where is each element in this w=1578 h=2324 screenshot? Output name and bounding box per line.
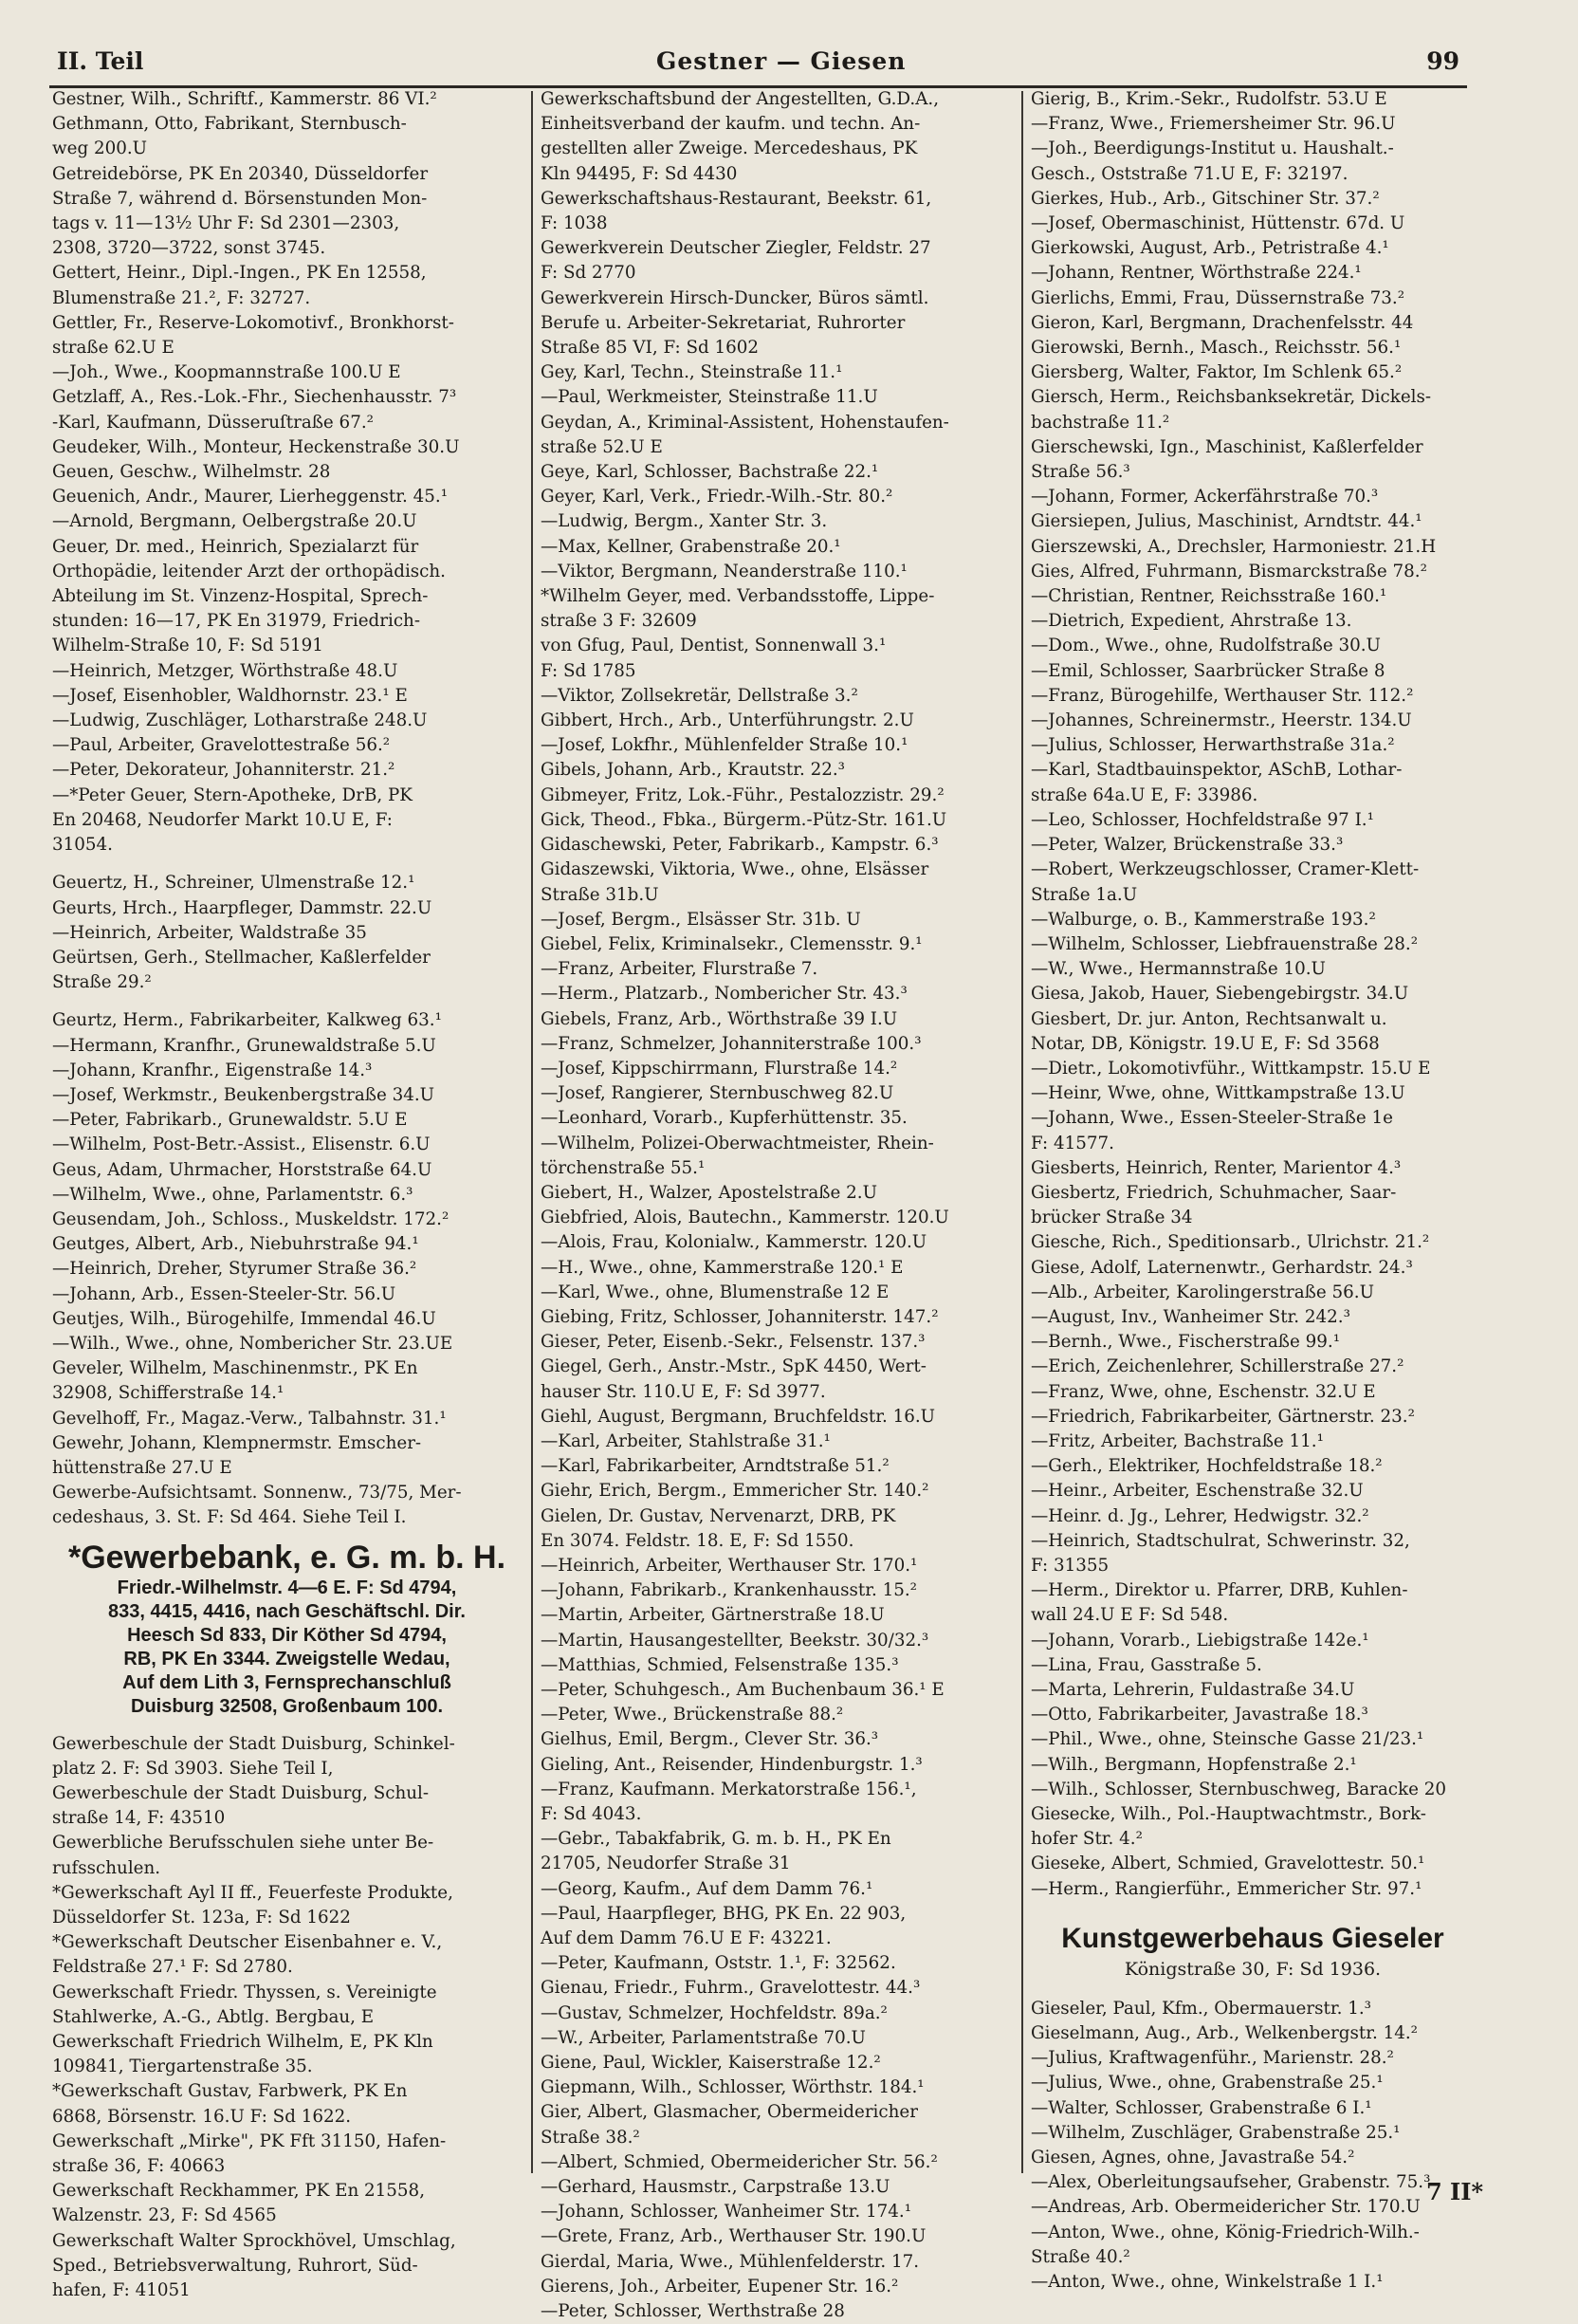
directory-entry: Giesa, Jakob, Hauer, Siebengebirgstr. 34.U <box>1031 984 1409 1005</box>
page-number: 99 <box>1426 47 1459 75</box>
directory-entry: —Heinr. d. Jg., Lehrer, Hedwigstr. 32.² <box>1031 1505 1369 1526</box>
directory-entry: Giesberts, Heinrich, Renter, Marientor 4.³ <box>1031 1157 1402 1178</box>
directory-entry: —Wilhelm, Schlosser, Liebfrauenstraße 28.² <box>1031 933 1419 954</box>
directory-entry: Giegel, Gerh., Anstr.-Mstr., SpK 4450, Wert- hauser Str. 110.U E, F: Sd 3977. <box>541 1356 927 1402</box>
directory-entry: —W., Arbeiter, Parlamentstraße 70.U <box>541 2027 866 2048</box>
spacer <box>52 995 522 1008</box>
directory-entry: —Johann, Schlosser, Wanheimer Str. 174.¹ <box>541 2202 912 2223</box>
directory-entry: —Anton, Wwe., ohne, Winkelstraße 1 I.¹ <box>1031 2272 1384 2293</box>
directory-entry: —Heinrich, Arbeiter, Werthauser Str. 170.¹ <box>541 1555 918 1576</box>
directory-entry: Gibmeyer, Fritz, Lok.-Führ., Pestalozzistr. 29.² <box>541 784 945 805</box>
entry-list <box>1031 1997 1475 2295</box>
directory-entry: Geurts, Hrch., Haarpfleger, Dammstr. 22.U <box>52 897 432 918</box>
directory-entry: —Ludwig, Bergm., Xanter Str. 3. <box>541 511 828 532</box>
directory-entry: —Leo, Schlosser, Hochfeldstraße 97 I.¹ <box>1031 809 1374 830</box>
advert-address: Königstraße 30, F: Sd 1936. <box>1124 1958 1382 1980</box>
directory-entry: Geus, Adam, Uhrmacher, Horststraße 64.U <box>52 1159 432 1180</box>
directory-entry: Gieselmann, Aug., Arb., Welkenbergstr. 14.² <box>1031 2023 1418 2044</box>
directory-entry: Gewerbeschule der Stadt Duisburg, Schul- straße 14, F: 43510 <box>52 1782 430 1829</box>
directory-entry: —Gerhard, Hausmstr., Carpstraße 13.U <box>541 2177 890 2198</box>
section-label: II. Teil <box>57 47 144 75</box>
directory-entry: Gierowski, Bernh., Masch., Reichsstr. 56.¹ <box>1031 338 1402 359</box>
advert-details: Friedr.-Wilhelmstr. 4—6 E. F: Sd 4794, 833, 4415, 4416, nach Geschäftschl. Dir. Heesch Sd 833, Dir Köther Sd 4794, RB, PK En 3344. Zweigstelle Wedau, Auf dem Lith 3, Fernsprechanschluß Duisburg 32508, Großenbaum 100. <box>108 1577 466 1717</box>
directory-entry: —Peter, Fabrikarb., Grunewaldstr. 5.U E <box>52 1110 408 1131</box>
directory-entry: —Franz, Kaufmann. Merkatorstraße 156.¹, F: Sd 4043. <box>541 1779 917 1825</box>
directory-entry: —Erich, Zeichenlehrer, Schillerstraße 27.² <box>1031 1356 1404 1377</box>
directory-entry: —Franz, Arbeiter, Flurstraße 7. <box>541 959 818 980</box>
directory-entry: Gibels, Johann, Arb., Krautstr. 22.³ <box>541 760 845 781</box>
directory-entry: —Walter, Schlosser, Grabenstraße 6 I.¹ <box>1031 2097 1372 2118</box>
directory-entry: Geye, Karl, Schlosser, Bachstraße 22.¹ <box>541 462 879 483</box>
directory-entry: —Josef, Rangierer, Sternbuschweg 82.U <box>541 1083 894 1104</box>
directory-entry: Geydan, A., Kriminal-Assistent, Hohenstaufen- straße 52.U E <box>541 412 949 457</box>
column-divider <box>1021 91 1023 2173</box>
directory-entry: —Marta, Lehrerin, Fuldastraße 34.U <box>1031 1680 1355 1700</box>
directory-entry: Gierschewski, Ign., Maschinist, Kaßlerfelder Straße 56.³ <box>1031 436 1423 483</box>
entry-list <box>52 1732 522 2304</box>
column-divider <box>531 91 533 2173</box>
column-3 <box>1031 87 1475 2295</box>
directory-entry: Gewerkschaft Walter Sprockhövel, Umschlag, Sped., Betriebsverwaltung, Ruhrort, Süd- hafen, F: 41051 <box>52 2230 456 2301</box>
directory-entry: Gieseler, Paul, Kfm., Obermauerstr. 1.³ <box>1031 1998 1371 2019</box>
directory-entry: Gewerkverein Deutscher Ziegler, Feldstr. 27 F: Sd 2770 <box>541 238 931 284</box>
directory-entry: —Johann, Vorarb., Liebigstraße 142e.¹ <box>1031 1630 1369 1651</box>
directory-entry: —Herm., Direktor u. Pfarrer, DRB, Kuhlen- wall 24.U E F: Sd 548. <box>1031 1580 1408 1626</box>
directory-entry: Geyer, Karl, Verk., Friedr.-Wilh.-Str. 80.² <box>541 487 893 507</box>
directory-entry: Gettler, Fr., Reserve-Lokomotivf., Bronkhorst- straße 62.U E <box>52 312 454 359</box>
column-2 <box>541 87 1010 2324</box>
directory-entry: —Christian, Rentner, Reichsstraße 160.¹ <box>1031 586 1387 607</box>
directory-entry: Gewerbeschule der Stadt Duisburg, Schinkel- platz 2. F: Sd 3903. Siehe Teil I, <box>52 1733 455 1779</box>
entry-list <box>541 87 1010 2324</box>
directory-entry: Giene, Paul, Wickler, Kaiserstraße 12.² <box>541 2053 881 2074</box>
directory-entry: Geutges, Albert, Arb., Niebuhrstraße 94.¹ <box>52 1234 419 1255</box>
directory-entry: —Peter, Kaufmann, Oststr. 1.¹, F: 32562. <box>541 1953 896 1974</box>
directory-entry: —Heinrich, Stadtschulrat, Schwerinstr. 32, F: 31355 <box>1031 1530 1410 1576</box>
directory-entry: Gidaschewski, Peter, Fabrikarb., Kampstr. 6.³ <box>541 835 939 856</box>
directory-entry: Gewerkschaft Friedrich Wilhelm, E, PK Kln 109841, Tiergartenstraße 35. <box>52 2032 433 2077</box>
directory-entry: —Gustav, Schmelzer, Hochfeldstr. 89a.² <box>541 2002 888 2023</box>
directory-entry: Giersch, Herm., Reichsbanksekretär, Dickels- bachstraße 11.² <box>1031 387 1432 433</box>
page-header <box>49 42 1467 88</box>
directory-entry: Geveler, Wilhelm, Maschinenmstr., PK En 32908, Schifferstraße 14.¹ <box>52 1358 418 1404</box>
gewerbebank-advert <box>52 1531 522 1732</box>
directory-entry: —Julius, Schlosser, Herwarthstraße 31a.² <box>1031 735 1395 756</box>
directory-entry: —Heinrich, Arbeiter, Waldstraße 35 <box>52 922 367 943</box>
directory-entry: Geuertz, H., Schreiner, Ulmenstraße 12.¹ <box>52 873 415 894</box>
directory-entry: —Max, Kellner, Grabenstraße 20.¹ <box>541 536 841 557</box>
directory-entry: —Leonhard, Vorarb., Kupferhüttenstr. 35. <box>541 1108 908 1129</box>
directory-entry: Gieseke, Albert, Schmied, Gravelottestr. 50.¹ <box>1031 1854 1425 1874</box>
entry-list <box>52 87 522 1531</box>
directory-entry: Gierig, B., Krim.-Sekr., Rudolfstr. 53.U E <box>1031 89 1387 109</box>
advert-title: *Gewerbebank, e. G. m. b. H. <box>67 1539 506 1576</box>
directory-entry: Gewerbliche Berufsschulen siehe unter Be- rufsschulen. <box>52 1833 434 1878</box>
name-range: Gestner — Giesen <box>656 47 907 75</box>
directory-entry: —Herm., Rangierführ., Emmericher Str. 97.¹ <box>1031 1878 1422 1899</box>
directory-entry: —Alois, Frau, Kolonialw., Kammerstr. 120.U <box>541 1232 927 1253</box>
directory-entry: Gewerkverein Hirsch-Duncker, Büros sämtl. Berufe u. Arbeiter-Sekretariat, Ruhrorter Straße 85 VI, F: Sd 1602 <box>541 287 929 359</box>
directory-entry: —Phil., Wwe., ohne, Steinsche Gasse 21/23.¹ <box>1031 1729 1424 1750</box>
directory-entry: Giebels, Franz, Arb., Wörthstraße 39 I.U <box>541 1008 898 1029</box>
directory-entry: —Wilhelm, Zuschläger, Grabenstraße 25.¹ <box>1031 2122 1401 2143</box>
directory-entry: *Gewerkschaft Deutscher Eisenbahner e. V., Feldstraße 27.¹ F: Sd 2780. <box>52 1932 443 1978</box>
directory-entry: —Peter, Schuhgesch., Am Buchenbaum 36.¹ E <box>541 1680 945 1700</box>
directory-entry: Gieron, Karl, Bergmann, Drachenfelsstr. 44 <box>1031 312 1414 333</box>
directory-entry: Gieling, Ant., Reisender, Hindenburgstr. 1.³ <box>541 1754 923 1775</box>
directory-entry: —Johann, Rentner, Wörthstraße 224.¹ <box>1031 263 1362 284</box>
advert-title: Kunstgewerbehaus Gieseler <box>1061 1922 1444 1954</box>
directory-entry: —Karl, Arbeiter, Stahlstraße 31.¹ <box>541 1430 831 1451</box>
directory-entry: Giebing, Fritz, Schlosser, Johanniterstr. 147.² <box>541 1306 939 1327</box>
directory-entry: Geudeker, Wilh., Monteur, Heckenstraße 30.U <box>52 436 460 457</box>
directory-entry: Gewehr, Johann, Klempnermstr. Emscher- hüttenstraße 27.U E <box>52 1432 422 1478</box>
directory-entry: —*Peter Geuer, Stern-Apotheke, DrB, PK En 20468, Neudorfer Markt 10.U E, F: 31054. <box>52 784 413 856</box>
directory-entry: Giesbert, Dr. jur. Anton, Rechtsanwalt u. Notar, DB, Königstr. 19.U E, F: Sd 3568 <box>1031 1008 1387 1054</box>
directory-entry: —Gerh., Elektriker, Hochfeldstraße 18.² <box>1031 1456 1383 1477</box>
directory-entry: —Joh., Beerdigungs-Institut u. Haushalt.- Gesch., Oststraße 71.U E, F: 32197. <box>1031 138 1394 184</box>
directory-entry: —Wilh., Schlosser, Sternbuschweg, Baracke 20 <box>1031 1779 1447 1799</box>
directory-entry: —Franz, Wwe, ohne, Eschenstr. 32.U E <box>1031 1381 1376 1402</box>
directory-entry: —Wilhelm, Wwe., ohne, Parlamentstr. 6.³ <box>52 1184 413 1205</box>
directory-entry: Gethmann, Otto, Fabrikant, Sternbusch- weg 200.U <box>52 114 407 159</box>
directory-entry: —Franz, Bürogehilfe, Werthauser Str. 112.² <box>1031 685 1414 706</box>
directory-entry: —Josef, Obermaschinist, Hüttenstr. 67d. U <box>1031 213 1405 234</box>
directory-entry: Geutjes, Wilh., Bürogehilfe, Immendal 46.U <box>52 1308 436 1329</box>
directory-entry: —Anton, Wwe., ohne, König-Friedrich-Wilh.- Straße 40.² <box>1031 2222 1420 2267</box>
directory-entry: Giesche, Rich., Speditionsarb., Ulrichstr. 21.² <box>1031 1232 1430 1253</box>
directory-entry: —W., Wwe., Hermannstraße 10.U <box>1031 959 1326 980</box>
directory-entry: —Dietrich, Expedient, Ahrstraße 13. <box>1031 611 1352 632</box>
directory-entry: Geusendam, Joh., Schloss., Muskeldstr. 172.² <box>52 1208 450 1229</box>
directory-entry: —Arnold, Bergmann, Oelbergstraße 20.U <box>52 511 417 532</box>
directory-entry: —Joh., Wwe., Koopmannstraße 100.U E <box>52 362 401 383</box>
directory-entry: —Martin, Arbeiter, Gärtnerstraße 18.U <box>541 1605 885 1626</box>
directory-entry: Gienau, Friedr., Fuhrm., Gravelottestr. 44.³ <box>541 1978 921 1999</box>
directory-entry: —Herm., Platzarb., Nombericher Str. 43.³ <box>541 984 908 1005</box>
directory-entry: —Heinrich, Metzger, Wörthstraße 48.U <box>52 660 398 681</box>
directory-entry: —Otto, Fabrikarbeiter, Javastraße 18.³ <box>1031 1705 1368 1725</box>
directory-entry: —Alb., Arbeiter, Karolingerstraße 56.U <box>1031 1282 1375 1302</box>
directory-entry: —Friedrich, Fabrikarbeiter, Gärtnerstr. 23.² <box>1031 1406 1415 1427</box>
directory-entry: Gey, Karl, Techn., Steinstraße 11.¹ <box>541 362 843 383</box>
directory-entry: —Franz, Wwe., Friemersheimer Str. 96.U <box>1031 114 1396 135</box>
directory-entry: Gielhus, Emil, Bergm., Clever Str. 36.³ <box>541 1729 879 1750</box>
directory-entry: —Heinr, Wwe, ohne, Wittkampstraße 13.U <box>1031 1083 1405 1104</box>
directory-entry: —Paul, Werkmeister, Steinstraße 11.U <box>541 387 878 408</box>
directory-entry: Gielen, Dr. Gustav, Nervenarzt, DRB, PK En 3074. Feldstr. 18. E, F: Sd 1550. <box>541 1505 896 1551</box>
directory-entry: —Karl, Wwe., ohne, Blumenstraße 12 E <box>541 1282 890 1302</box>
directory-entry: Gewerkschaft Friedr. Thyssen, s. Vereinigte Stahlwerke, A.-G., Abtlg. Bergbau, E <box>52 1982 437 2027</box>
directory-entry: —Paul, Arbeiter, Gravelottestraße 56.² <box>52 735 391 756</box>
directory-entry: —Paul, Haarpfleger, BHG, PK En. 22 903, Auf dem Damm 76.U E F: 43221. <box>541 1903 907 1949</box>
directory-entry: —Fritz, Arbeiter, Bachstraße 11.¹ <box>1031 1430 1324 1451</box>
directory-entry: —Wilhelm, Polizei-Oberwachtmeister, Rhein- törchenstraße 55.¹ <box>541 1133 934 1178</box>
directory-entry: —Karl, Fabrikarbeiter, Arndtstraße 51.² <box>541 1456 890 1477</box>
directory-entry: —Wilh., Bergmann, Hopfenstraße 2.¹ <box>1031 1754 1357 1775</box>
directory-entry: —Viktor, Zollsekretär, Dellstraße 3.² <box>541 685 858 706</box>
directory-entry: Gierszewski, A., Drechsler, Harmoniestr. 21.H <box>1031 536 1437 557</box>
directory-entry: Gewerkschaft „Mirke", PK Fft 31150, Hafen- straße 36, F: 40663 <box>52 2130 447 2177</box>
directory-entry: —Johann, Former, Ackerfährstraße 70.³ <box>1031 487 1379 507</box>
directory-entry: —Peter, Wwe., Brückenstraße 88.² <box>541 1705 844 1725</box>
directory-entry: Giesecke, Wilh., Pol.-Hauptwachtmstr., Bork- hofer Str. 4.² <box>1031 1804 1426 1850</box>
directory-entry: Getzlaff, A., Res.-Lok.-Fhr., Siechenhausstr. 7³ <box>52 387 457 408</box>
directory-entry: —August, Inv., Wanheimer Str. 242.³ <box>1031 1306 1350 1327</box>
directory-entry: *Wilhelm Geyer, med. Verbandsstoffe, Lippe- straße 3 F: 32609 <box>541 586 935 632</box>
directory-entry: Giebert, H., Walzer, Apostelstraße 2.U <box>541 1182 877 1203</box>
directory-entry: Gestner, Wilh., Schriftf., Kammerstr. 86 VI.² <box>52 89 437 109</box>
directory-entry: —Viktor, Bergmann, Neanderstraße 110.¹ <box>541 561 908 581</box>
directory-entry: *Gewerkschaft Gustav, Farbwerk, PK En 6868, Börsenstr. 16.U F: Sd 1622. <box>52 2081 408 2127</box>
directory-entry: —Dom., Wwe., ohne, Rudolfstraße 30.U <box>1031 636 1381 656</box>
directory-entry: Gieser, Peter, Eisenb.-Sekr., Felsenstr. 137.³ <box>541 1332 926 1353</box>
directory-entry: —Julius, Kraftwagenführ., Marienstr. 28.² <box>1031 2048 1394 2069</box>
directory-entry: —H., Wwe., ohne, Kammerstraße 120.¹ E <box>541 1257 904 1278</box>
directory-entry: —Matthias, Schmied, Felsenstraße 135.³ <box>541 1654 899 1675</box>
spacer <box>52 858 522 871</box>
directory-entry: —Karl, Stadtbauinspektor, ASchB, Lothar- straße 64a.U E, F: 33986. <box>1031 760 1403 805</box>
directory-entry: Giesbertz, Friedrich, Schuhmacher, Saar- brücker Straße 34 <box>1031 1182 1397 1228</box>
directory-entry: —Grete, Franz, Arb., Werthauser Str. 190.U <box>541 2226 927 2247</box>
directory-entry: Giehr, Erich, Bergm., Emmericher Str. 140.² <box>541 1481 929 1502</box>
directory-entry: *Gewerkschaft Ayl II ff., Feuerfeste Produkte, Düsseldorfer St. 123a, F: Sd 1622 <box>52 1882 453 1927</box>
directory-entry: von Gfug, Paul, Dentist, Sonnenwall 3.¹ F: Sd 1785 <box>541 636 887 681</box>
directory-entry: —Josef, Werkmstr., Beukenbergstraße 34.U <box>52 1084 435 1105</box>
directory-entry: Gewerbe-Aufsichtsamt. Sonnenw., 73/75, Mer- cedeshaus, 3. St. F: Sd 464. Siehe Teil I. <box>52 1483 462 1528</box>
directory-entry: —Georg, Kaufm., Auf dem Damm 76.¹ <box>541 1878 873 1899</box>
directory-entry: Gier, Albert, Glasmacher, Obermeidericher Straße 38.² <box>541 2102 918 2148</box>
directory-entry: Geuer, Dr. med., Heinrich, Spezialarzt für Orthopädie, leitender Arzt der orthopädisch. Abteilung im St. Vinzenz-Hospital, Sprech- stunden: 16—17, PK En 31979, Friedrich- Wilhelm-Straße 10, F: Sd 5191 <box>52 536 446 656</box>
directory-entry: —Josef, Eisenhobler, Waldhornstr. 23.¹ E <box>52 685 408 706</box>
directory-entry: —Ludwig, Zuschläger, Lotharstraße 248.U <box>52 710 428 731</box>
directory-entry: —Johann, Fabrikarb., Krankenhausstr. 15.² <box>541 1580 917 1601</box>
directory-entry: —Robert, Werkzeugschlosser, Cramer-Klett- Straße 1a.U <box>1031 859 1420 905</box>
directory-entry: Giesen, Agnes, ohne, Javastraße 54.² <box>1031 2148 1355 2168</box>
directory-entry: Geurtz, Herm., Fabrikarbeiter, Kalkweg 63.¹ <box>52 1010 442 1031</box>
directory-entry: —Peter, Schlosser, Werthstraße 28 <box>541 2301 845 2322</box>
directory-entry: Giebfried, Alois, Bautechn., Kammerstr. 120.U <box>541 1208 949 1228</box>
directory-entry: Gies, Alfred, Fuhrmann, Bismarckstraße 78.² <box>1031 561 1427 581</box>
directory-entry: —Josef, Bergm., Elsässer Str. 31b. U <box>541 909 861 930</box>
directory-entry: Gierens, Joh., Arbeiter, Eupener Str. 16.² <box>541 2276 899 2296</box>
directory-entry: Gierlichs, Emmi, Frau, Düssernstraße 73.² <box>1031 287 1405 308</box>
directory-entry: —Albert, Schmied, Obermeidericher Str. 56.² <box>541 2151 938 2172</box>
directory-entry: Geürtsen, Gerh., Stellmacher, Kaßlerfelder Straße 29.² <box>52 947 431 993</box>
directory-entry: Getreidebörse, PK En 20340, Düsseldorfer Straße 7, während d. Börsenstunden Mon- tags v. 11—13½ Uhr F: Sd 2301—2303, 2308, 3720—3722, sonst 3745. <box>52 163 429 259</box>
directory-entry: Geuen, Geschw., Wilhelmstr. 28 <box>52 462 331 483</box>
directory-entry: Gevelhoff, Fr., Magaz.-Verw., Talbahnstr. 31.¹ <box>52 1408 447 1429</box>
directory-entry: Gidaszewski, Viktoria, Wwe., ohne, Elsässer Straße 31b.U <box>541 859 929 905</box>
directory-entry: —Alex, Oberleitungsaufseher, Grabenstr. 75.³ <box>1031 2172 1431 2193</box>
entry-list <box>1031 87 1475 1902</box>
directory-entry: —Walburge, o. B., Kammerstraße 193.² <box>1031 909 1376 930</box>
directory-entry: —Emil, Schlosser, Saarbrücker Straße 8 <box>1031 660 1385 681</box>
directory-entry: Gierdal, Maria, Wwe., Mühlenfelderstr. 17. <box>541 2251 920 2272</box>
kunstgewerbehaus-advert <box>1031 1902 1475 1997</box>
directory-entry: Gewerkschaftsbund der Angestellten, G.D.A., Einheitsverband der kaufm. und techn. An- gestellten aller Zweige. Mercedeshaus, PK Kln 94495, F: Sd 4430 <box>541 89 940 184</box>
directory-entry: Giepmann, Wilh., Schlosser, Wörthstr. 184.¹ <box>541 2077 925 2098</box>
directory-entry: —Wilh., Wwe., ohne, Nombericher Str. 23.UE <box>52 1333 453 1354</box>
directory-entry: —Johann, Kranfhr., Eigenstraße 14.³ <box>52 1060 373 1080</box>
directory-entry: —Heinr., Arbeiter, Eschenstraße 32.U <box>1031 1481 1364 1502</box>
directory-entry: Giersiepen, Julius, Maschinist, Arndtstr. 44.¹ <box>1031 511 1422 532</box>
directory-entry: —Hermann, Kranfhr., Grunewaldstraße 5.U <box>52 1035 436 1056</box>
directory-entry: Gettert, Heinr., Dipl.-Ingen., PK En 12558, Blumenstraße 21.², F: 32727. <box>52 263 427 308</box>
directory-entry: —Josef, Kippschirrmann, Flurstraße 14.² <box>541 1058 898 1079</box>
directory-entry: —Johann, Arb., Essen-Steeler-Str. 56.U <box>52 1283 396 1304</box>
directory-entry: —Martin, Hausangestellter, Beekstr. 30/32.³ <box>541 1630 929 1651</box>
directory-entry: —Heinrich, Dreher, Styrumer Straße 36.² <box>52 1259 417 1280</box>
directory-entry: —Josef, Lokfhr., Mühlenfelder Straße 10.¹ <box>541 735 908 756</box>
directory-entry: Giersberg, Walter, Faktor, Im Schlenk 65.² <box>1031 362 1403 383</box>
directory-entry: —Johann, Wwe., Essen-Steeler-Straße 1e F: 41577. <box>1031 1108 1393 1153</box>
directory-entry: —Franz, Schmelzer, Johanniterstraße 100.³ <box>541 1033 922 1054</box>
directory-entry: —Johannes, Schreinermstr., Heerstr. 134.U <box>1031 710 1412 731</box>
directory-entry: —Bernh., Wwe., Fischerstraße 99.¹ <box>1031 1332 1341 1353</box>
directory-entry: —Peter, Walzer, Brückenstraße 33.³ <box>1031 835 1344 856</box>
directory-entry: —Peter, Dekorateur, Johanniterstr. 21.² <box>52 760 395 781</box>
directory-entry: —Wilhelm, Post-Betr.-Assist., Elisenstr. 6.U <box>52 1134 431 1155</box>
directory-entry: —Dietr., Lokomotivführ., Wittkampstr. 15.U E <box>1031 1058 1431 1079</box>
directory-entry: Geuenich, Andr., Maurer, Lierheggenstr. 45.¹ <box>52 487 449 507</box>
directory-entry: -Karl, Kaufmann, Düsseruſtraße 67.² <box>52 412 374 433</box>
directory-entry: Gewerkschaftshaus-Restaurant, Beekstr. 61, F: 1038 <box>541 188 932 234</box>
directory-entry: —Julius, Wwe., ohne, Grabenstraße 25.¹ <box>1031 2073 1384 2093</box>
directory-entry: Giese, Adolf, Laternenwtr., Gerhardstr. 24.³ <box>1031 1257 1413 1278</box>
sheet-signature: 7 II* <box>1425 2178 1483 2205</box>
directory-entry: Giebel, Felix, Kriminalsekr., Clemensstr. 9.¹ <box>541 933 923 954</box>
directory-entry: —Gebr., Tabakfabrik, G. m. b. H., PK En 21705, Neudorfer Straße 31 <box>541 1829 891 1874</box>
directory-entry: Gewerkschaft Reckhammer, PK En 21558, Walzenstr. 23, F: Sd 4565 <box>52 2181 426 2226</box>
directory-entry: Gick, Theod., Fbka., Bürgerm.-Pütz-Str. 161.U <box>541 809 947 830</box>
directory-entry: Gierkes, Hub., Arb., Gitschiner Str. 37.² <box>1031 188 1380 209</box>
directory-entry: —Lina, Frau, Gasstraße 5. <box>1031 1654 1262 1675</box>
column-1 <box>52 87 522 2303</box>
directory-entry: —Andreas, Arb. Obermeidericher Str. 170.U <box>1031 2197 1421 2218</box>
directory-entry: Gibbert, Hrch., Arb., Unterführungstr. 2.U <box>541 710 914 731</box>
directory-entry: Gierkowski, August, Arb., Petristraße 4.¹ <box>1031 238 1389 259</box>
directory-entry: Giehl, August, Bergmann, Bruchfeldstr. 16.U <box>541 1406 936 1427</box>
